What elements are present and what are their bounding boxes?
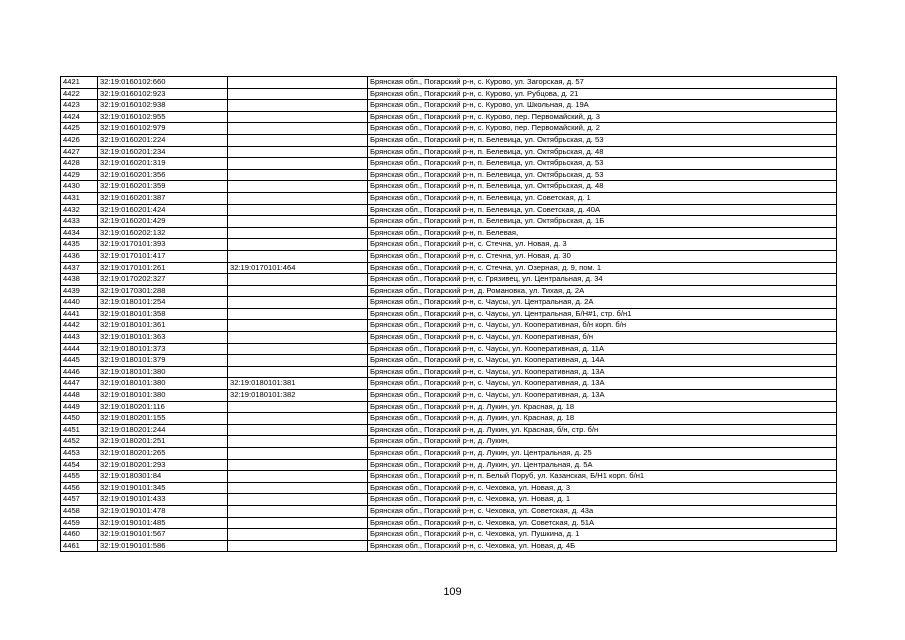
table-row [61,540,837,552]
cadastral-number: 32:19:0180101:380 [98,390,228,402]
address: Брянская обл., Погарский р-н, с. Чаусы, ул. Кооперативная, д. 11А [368,343,837,355]
related-cadastral-number [228,517,368,529]
cadastral-number: 32:19:0180101:373 [98,343,228,355]
table-row [61,100,837,112]
cadastral-number: 32:19:0180201:251 [98,436,228,448]
cadastral-number: 32:19:0180101:254 [98,297,228,309]
address: Брянская обл., Погарский р-н, п. Белевица, ул. Октябрьская, д. 1Б [368,216,837,228]
cadastral-number: 32:19:0160201:234 [98,146,228,158]
related-cadastral-number [228,123,368,135]
related-cadastral-number [228,169,368,181]
cadastral-number: 32:19:0180201:293 [98,459,228,471]
address: Брянская обл., Погарский р-н, д. Лукин, [368,436,837,448]
cadastral-number: 32:19:0190101:345 [98,482,228,494]
related-cadastral-number: 32:19:0180101:382 [228,390,368,402]
related-cadastral-number [228,343,368,355]
related-cadastral-number [228,192,368,204]
row-number: 4428 [61,158,98,170]
row-number: 4424 [61,111,98,123]
related-cadastral-number [228,482,368,494]
cadastral-number: 32:19:0170202:327 [98,274,228,286]
address: Брянская обл., Погарский р-н, с. Чаусы, ул. Центральная, д. 2А [368,297,837,309]
row-number: 4461 [61,540,98,552]
related-cadastral-number [228,111,368,123]
table-row [61,181,837,193]
table-row [61,239,837,251]
row-number: 4441 [61,308,98,320]
related-cadastral-number [228,459,368,471]
cadastral-number: 32:19:0160102:938 [98,100,228,112]
address: Брянская обл., Погарский р-н, д. Лукин, ул. Красная, д. 18 [368,401,837,413]
related-cadastral-number [228,274,368,286]
table-row [61,448,837,460]
table-row [61,88,837,100]
table-row [61,111,837,123]
address: Брянская обл., Погарский р-н, п. Белевица, ул. Октябрьская, д. 53 [368,158,837,170]
table-row [61,390,837,402]
related-cadastral-number [228,88,368,100]
cadastral-number: 32:19:0190101:485 [98,517,228,529]
table-row [61,366,837,378]
row-number: 4426 [61,134,98,146]
row-number: 4442 [61,320,98,332]
cadastral-number: 32:19:0190101:478 [98,505,228,517]
address: Брянская обл., Погарский р-н, с. Стечна, ул. Озерная, д. 9, пом. 1 [368,262,837,274]
row-number: 4427 [61,146,98,158]
cadastral-number: 32:19:0180101:379 [98,355,228,367]
row-number: 4460 [61,529,98,541]
row-number: 4457 [61,494,98,506]
table-row [61,250,837,262]
related-cadastral-number [228,413,368,425]
table-row [61,355,837,367]
cadastral-number: 32:19:0160201:359 [98,181,228,193]
row-number: 4435 [61,239,98,251]
table-row [61,308,837,320]
related-cadastral-number [228,471,368,483]
row-number: 4453 [61,448,98,460]
address: Брянская обл., Погарский р-н, с. Стечна, ул. Новая, д. 30 [368,250,837,262]
table-row [61,494,837,506]
row-number: 4436 [61,250,98,262]
cadastral-number: 32:19:0180101:358 [98,308,228,320]
address: Брянская обл., Погарский р-н, с. Стечна, ул. Новая, д. 3 [368,239,837,251]
cadastral-number: 32:19:0180301:84 [98,471,228,483]
table-row [61,285,837,297]
related-cadastral-number [228,424,368,436]
cadastral-number: 32:19:0170301:288 [98,285,228,297]
address: Брянская обл., Погарский р-н, с. Грязивец, ул. Центральная, д. 34 [368,274,837,286]
table-row [61,169,837,181]
cadastral-number: 32:19:0180101:363 [98,332,228,344]
cadastral-number: 32:19:0160201:387 [98,192,228,204]
address: Брянская обл., Погарский р-н, п. Белевица, ул. Октябрьская, д. 53 [368,134,837,146]
row-number: 4454 [61,459,98,471]
address: Брянская обл., Погарский р-н, п. Белевица, ул. Октябрьская, д. 53 [368,169,837,181]
related-cadastral-number [228,285,368,297]
related-cadastral-number [228,320,368,332]
address: Брянская обл., Погарский р-н, с. Чеховка, ул. Советская, д. 43а [368,505,837,517]
row-number: 4446 [61,366,98,378]
address: Брянская обл., Погарский р-н, с. Чеховка, ул. Новая, д. 3 [368,482,837,494]
table-row [61,482,837,494]
table-row [61,134,837,146]
row-number: 4444 [61,343,98,355]
cadastral-number: 32:19:0180101:361 [98,320,228,332]
row-number: 4449 [61,401,98,413]
related-cadastral-number [228,77,368,89]
related-cadastral-number [228,250,368,262]
address: Брянская обл., Погарский р-н, д. Лукин, ул. Красная, б/н, стр. б/н [368,424,837,436]
table-row [61,343,837,355]
related-cadastral-number [228,505,368,517]
cadastral-number: 32:19:0160102:660 [98,77,228,89]
related-cadastral-number [228,239,368,251]
row-number: 4456 [61,482,98,494]
registry-table-body [61,77,837,552]
row-number: 4458 [61,505,98,517]
related-cadastral-number [228,308,368,320]
cadastral-number: 32:19:0160202:132 [98,227,228,239]
address: Брянская обл., Погарский р-н, д. Лукин, ул. Красная, д. 18 [368,413,837,425]
cadastral-number: 32:19:0160102:979 [98,123,228,135]
row-number: 4429 [61,169,98,181]
cadastral-number: 32:19:0160102:955 [98,111,228,123]
row-number: 4440 [61,297,98,309]
related-cadastral-number [228,134,368,146]
table-row [61,204,837,216]
address: Брянская обл., Погарский р-н, д. Лукин, ул. Центральная, д. 5А [368,459,837,471]
cadastral-number: 32:19:0160201:356 [98,169,228,181]
row-number: 4438 [61,274,98,286]
row-number: 4452 [61,436,98,448]
cadastral-number: 32:19:0190101:567 [98,529,228,541]
table-row [61,227,837,239]
row-number: 4432 [61,204,98,216]
cadastral-number: 32:19:0170101:261 [98,262,228,274]
address: Брянская обл., Погарский р-н, п. Белый Поруб, ул. Казанская, Б/Н1 корп. б/н1 [368,471,837,483]
row-number: 4430 [61,181,98,193]
address: Брянская обл., Погарский р-н, с. Чаусы, ул. Кооперативная, б/н [368,332,837,344]
address: Брянская обл., Погарский р-н, п. Белевица, ул. Советская, д. 1 [368,192,837,204]
table-row [61,401,837,413]
table-row [61,332,837,344]
cadastral-number: 32:19:0160201:424 [98,204,228,216]
row-number: 4443 [61,332,98,344]
table-row [61,424,837,436]
cadastral-number: 32:19:0170101:393 [98,239,228,251]
row-number: 4455 [61,471,98,483]
related-cadastral-number [228,332,368,344]
address: Брянская обл., Погарский р-н, с. Чаусы, ул. Центральная, Б/Н#1, стр. б/н1 [368,308,837,320]
address: Брянская обл., Погарский р-н, с. Чаусы, ул. Кооперативная, б/н корп. б/н [368,320,837,332]
related-cadastral-number: 32:19:0180101:381 [228,378,368,390]
related-cadastral-number [228,401,368,413]
row-number: 4445 [61,355,98,367]
table-row [61,297,837,309]
row-number: 4433 [61,216,98,228]
cadastral-number: 32:19:0180201:155 [98,413,228,425]
related-cadastral-number [228,146,368,158]
address: Брянская обл., Погарский р-н, с. Чеховка, ул. Новая, д. 1 [368,494,837,506]
related-cadastral-number [228,540,368,552]
related-cadastral-number [228,448,368,460]
related-cadastral-number [228,181,368,193]
address: Брянская обл., Погарский р-н, с. Курово, пер. Первомайский, д. 2 [368,123,837,135]
table-row [61,262,837,274]
cadastral-number: 32:19:0160201:224 [98,134,228,146]
table-row [61,192,837,204]
row-number: 4439 [61,285,98,297]
address: Брянская обл., Погарский р-н, с. Чеховка, ул. Новая, д. 4Б [368,540,837,552]
row-number: 4448 [61,390,98,402]
related-cadastral-number: 32:19:0170101:464 [228,262,368,274]
related-cadastral-number [228,158,368,170]
table-row [61,471,837,483]
table-row [61,320,837,332]
address: Брянская обл., Погарский р-н, с. Курово, ул. Школьная, д. 19А [368,100,837,112]
row-number: 4437 [61,262,98,274]
related-cadastral-number [228,297,368,309]
related-cadastral-number [228,494,368,506]
cadastral-number: 32:19:0180101:380 [98,378,228,390]
cadastral-number: 32:19:0180101:380 [98,366,228,378]
address: Брянская обл., Погарский р-н, п. Белевица, ул. Октябрьская, д. 48 [368,146,837,158]
table-row [61,529,837,541]
address: Брянская обл., Погарский р-н, д. Лукин, ул. Центральная, д. 25 [368,448,837,460]
address: Брянская обл., Погарский р-н, п. Белевая, [368,227,837,239]
row-number: 4425 [61,123,98,135]
cadastral-number: 32:19:0160201:319 [98,158,228,170]
table-row [61,77,837,89]
address: Брянская обл., Погарский р-н, с. Чаусы, ул. Кооперативная, д. 14А [368,355,837,367]
table-row [61,436,837,448]
row-number: 4431 [61,192,98,204]
row-number: 4459 [61,517,98,529]
table-row [61,216,837,228]
row-number: 4421 [61,77,98,89]
address: Брянская обл., Погарский р-н, с. Курово, ул. Загорская, д. 57 [368,77,837,89]
table-row [61,146,837,158]
page-number: 109 [443,586,462,598]
property-registry-table [60,76,837,552]
row-number: 4434 [61,227,98,239]
address: Брянская обл., Погарский р-н, п. Белевица, ул. Советская, д. 40А [368,204,837,216]
address: Брянская обл., Погарский р-н, с. Чаусы, ул. Кооперативная, д. 13А [368,366,837,378]
table-row [61,517,837,529]
address: Брянская обл., Погарский р-н, с. Чаусы, ул. Кооперативная, д. 13А [368,378,837,390]
related-cadastral-number [228,355,368,367]
row-number: 4447 [61,378,98,390]
row-number: 4450 [61,413,98,425]
row-number: 4422 [61,88,98,100]
table-row [61,378,837,390]
address: Брянская обл., Погарский р-н, с. Чеховка, ул. Советская, д. 51А [368,517,837,529]
related-cadastral-number [228,100,368,112]
related-cadastral-number [228,216,368,228]
cadastral-number: 32:19:0160102:923 [98,88,228,100]
row-number: 4451 [61,424,98,436]
cadastral-number: 32:19:0160201:429 [98,216,228,228]
address: Брянская обл., Погарский р-н, с. Курово, ул. Рубцова, д. 21 [368,88,837,100]
cadastral-number: 32:19:0180201:244 [98,424,228,436]
table-row [61,459,837,471]
table-row [61,413,837,425]
address: Брянская обл., Погарский р-н, д. Романовка, ул. Тихая, д. 2А [368,285,837,297]
table-row [61,274,837,286]
cadastral-number: 32:19:0180201:116 [98,401,228,413]
related-cadastral-number [228,366,368,378]
table-row [61,158,837,170]
cadastral-number: 32:19:0170101:417 [98,250,228,262]
address: Брянская обл., Погарский р-н, с. Чеховка, ул. Пушкина, д. 1 [368,529,837,541]
related-cadastral-number [228,529,368,541]
address: Брянская обл., Погарский р-н, с. Курово, пер. Первомайский, д. 3 [368,111,837,123]
related-cadastral-number [228,436,368,448]
row-number: 4423 [61,100,98,112]
related-cadastral-number [228,227,368,239]
address: Брянская обл., Погарский р-н, п. Белевица, ул. Октябрьская, д. 48 [368,181,837,193]
address: Брянская обл., Погарский р-н, с. Чаусы, ул. Кооперативная, д. 13А [368,390,837,402]
related-cadastral-number [228,204,368,216]
cadastral-number: 32:19:0190101:586 [98,540,228,552]
table-row [61,123,837,135]
cadastral-number: 32:19:0190101:433 [98,494,228,506]
cadastral-number: 32:19:0180201:265 [98,448,228,460]
table-row [61,505,837,517]
